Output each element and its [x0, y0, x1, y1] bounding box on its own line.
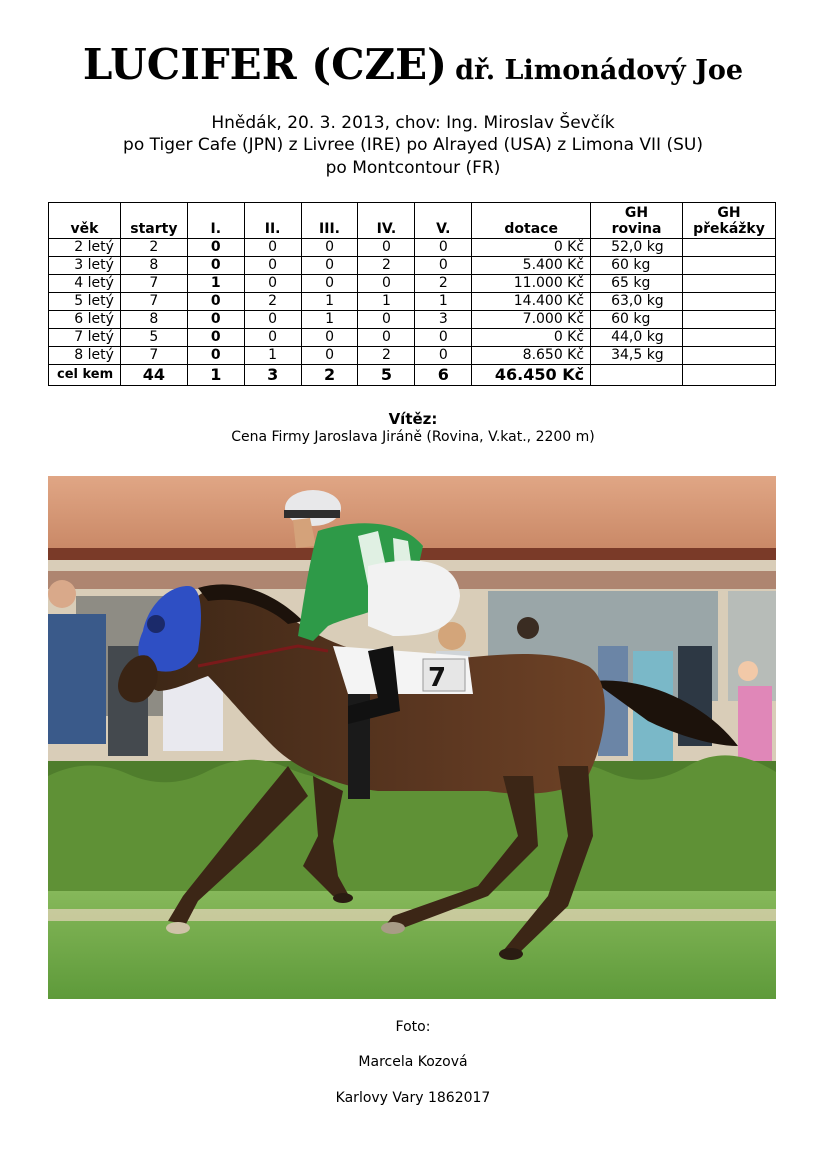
- saddle-number: 7: [428, 663, 447, 693]
- row-place-2: 0: [244, 311, 301, 329]
- photo-label: Foto:: [395, 1019, 431, 1035]
- row-place-2: 1: [244, 347, 301, 365]
- table-row: [49, 347, 776, 365]
- pedigree-line: po Tiger Cafe (JPN) z Livree (IRE) po Alrayed (USA) z Limona VII (SU): [123, 135, 703, 155]
- total-gh-flat: [591, 365, 683, 386]
- table-row: [49, 329, 776, 347]
- row-place-1: 0: [187, 329, 244, 347]
- row-place-2: 0: [244, 329, 301, 347]
- row-gh-jump: [682, 347, 775, 365]
- row-gh-jump: [682, 293, 775, 311]
- row-place-3: 0: [301, 239, 358, 257]
- row-place-5: 3: [415, 311, 472, 329]
- jockey-horse-photo: [48, 476, 776, 999]
- row-place-4: 0: [358, 311, 415, 329]
- row-age: 5 letý: [49, 293, 121, 311]
- header-gh-flat-line1: GH: [624, 205, 649, 221]
- pedigree-line-2: po Montcontour (FR): [325, 158, 501, 178]
- row-money: 14.400 Kč: [472, 293, 591, 311]
- header-starts: starty: [120, 203, 187, 239]
- table-header-row: [49, 203, 776, 239]
- row-gh-flat: 60 kg: [591, 257, 683, 275]
- row-gh-flat: 60 kg: [591, 311, 683, 329]
- row-starts: 7: [120, 293, 187, 311]
- row-place-5: 0: [415, 329, 472, 347]
- row-place-4: 0: [358, 329, 415, 347]
- table-row: [49, 239, 776, 257]
- header-place-3: III.: [301, 203, 358, 239]
- header-place-4: IV.: [358, 203, 415, 239]
- table-row: [49, 311, 776, 329]
- total-place-4: 5: [358, 365, 415, 386]
- row-gh-jump: [682, 329, 775, 347]
- total-starts: 44: [120, 365, 187, 386]
- header-place-2: II.: [244, 203, 301, 239]
- header-gh-flat: [591, 203, 683, 239]
- row-money: 7.000 Kč: [472, 311, 591, 329]
- total-money: 46.450 Kč: [472, 365, 591, 386]
- row-place-5: 0: [415, 239, 472, 257]
- row-place-1: 0: [187, 347, 244, 365]
- owner-subtitle: dř. Limonádový Joe: [455, 55, 744, 86]
- row-age: 8 letý: [49, 347, 121, 365]
- total-label: cel kem: [49, 365, 121, 386]
- row-place-2: 0: [244, 239, 301, 257]
- row-starts: 8: [120, 257, 187, 275]
- row-money: 5.400 Kč: [472, 257, 591, 275]
- table-row: [49, 293, 776, 311]
- row-place-3: 1: [301, 293, 358, 311]
- row-place-1: 0: [187, 311, 244, 329]
- row-place-1: 0: [187, 293, 244, 311]
- row-starts: 2: [120, 239, 187, 257]
- header-gh-jump: [682, 203, 775, 239]
- photographer: Marcela Kozová: [358, 1054, 468, 1070]
- header-place-1: I.: [187, 203, 244, 239]
- row-gh-flat: 34,5 kg: [591, 347, 683, 365]
- row-place-1: 1: [187, 275, 244, 293]
- row-age: 4 letý: [49, 275, 121, 293]
- horse-name: LUCIFER (CZE): [82, 40, 448, 89]
- row-gh-flat: 44,0 kg: [591, 329, 683, 347]
- row-starts: 8: [120, 311, 187, 329]
- row-starts: 5: [120, 329, 187, 347]
- row-money: 11.000 Kč: [472, 275, 591, 293]
- photo-location: Karlovy Vary 1862017: [335, 1090, 491, 1106]
- row-age: 6 letý: [49, 311, 121, 329]
- row-money: 0 Kč: [472, 239, 591, 257]
- header-gh-flat-line2: rovina: [611, 221, 662, 237]
- winning-race: Cena Firmy Jaroslava Jiráně (Rovina, V.kat., 2200 m): [231, 429, 595, 445]
- row-gh-jump: [682, 275, 775, 293]
- row-place-4: 2: [358, 347, 415, 365]
- row-gh-jump: [682, 257, 775, 275]
- row-money: 0 Kč: [472, 329, 591, 347]
- row-place-4: 0: [358, 239, 415, 257]
- row-place-5: 0: [415, 257, 472, 275]
- row-age: 7 letý: [49, 329, 121, 347]
- total-row: [49, 365, 776, 386]
- table-row: [49, 275, 776, 293]
- row-gh-flat: 65 kg: [591, 275, 683, 293]
- total-place-1: 1: [187, 365, 244, 386]
- row-place-5: 2: [415, 275, 472, 293]
- row-place-3: 0: [301, 257, 358, 275]
- header-age: věk: [49, 203, 121, 239]
- row-place-4: 0: [358, 275, 415, 293]
- race-photo: [48, 476, 776, 999]
- row-place-4: 1: [358, 293, 415, 311]
- total-place-2: 3: [244, 365, 301, 386]
- total-place-5: 6: [415, 365, 472, 386]
- winner-label: Vítěz:: [388, 410, 438, 428]
- row-place-3: 1: [301, 311, 358, 329]
- row-place-1: 0: [187, 239, 244, 257]
- horse-title: [0, 40, 826, 89]
- row-money: 8.650 Kč: [472, 347, 591, 365]
- row-place-1: 0: [187, 257, 244, 275]
- row-place-2: 0: [244, 275, 301, 293]
- row-place-2: 2: [244, 293, 301, 311]
- row-starts: 7: [120, 275, 187, 293]
- horse-details: Hnědák, 20. 3. 2013, chov: Ing. Miroslav Ševčík: [211, 113, 615, 133]
- header-money: dotace: [472, 203, 591, 239]
- header-gh-jump-line1: GH: [717, 205, 741, 221]
- row-starts: 7: [120, 347, 187, 365]
- table-row: [49, 257, 776, 275]
- header-place-5: V.: [415, 203, 472, 239]
- row-place-3: 0: [301, 275, 358, 293]
- results-table: [48, 202, 776, 386]
- row-place-5: 0: [415, 347, 472, 365]
- row-place-4: 2: [358, 257, 415, 275]
- row-gh-jump: [682, 311, 775, 329]
- row-place-3: 0: [301, 347, 358, 365]
- row-age: 3 letý: [49, 257, 121, 275]
- total-gh-jump: [682, 365, 775, 386]
- row-gh-flat: 63,0 kg: [591, 293, 683, 311]
- row-age: 2 letý: [49, 239, 121, 257]
- row-place-2: 0: [244, 257, 301, 275]
- header-gh-jump-line2: překážky: [693, 221, 765, 237]
- total-place-3: 2: [301, 365, 358, 386]
- row-place-3: 0: [301, 329, 358, 347]
- row-gh-jump: [682, 239, 775, 257]
- row-place-5: 1: [415, 293, 472, 311]
- row-gh-flat: 52,0 kg: [591, 239, 683, 257]
